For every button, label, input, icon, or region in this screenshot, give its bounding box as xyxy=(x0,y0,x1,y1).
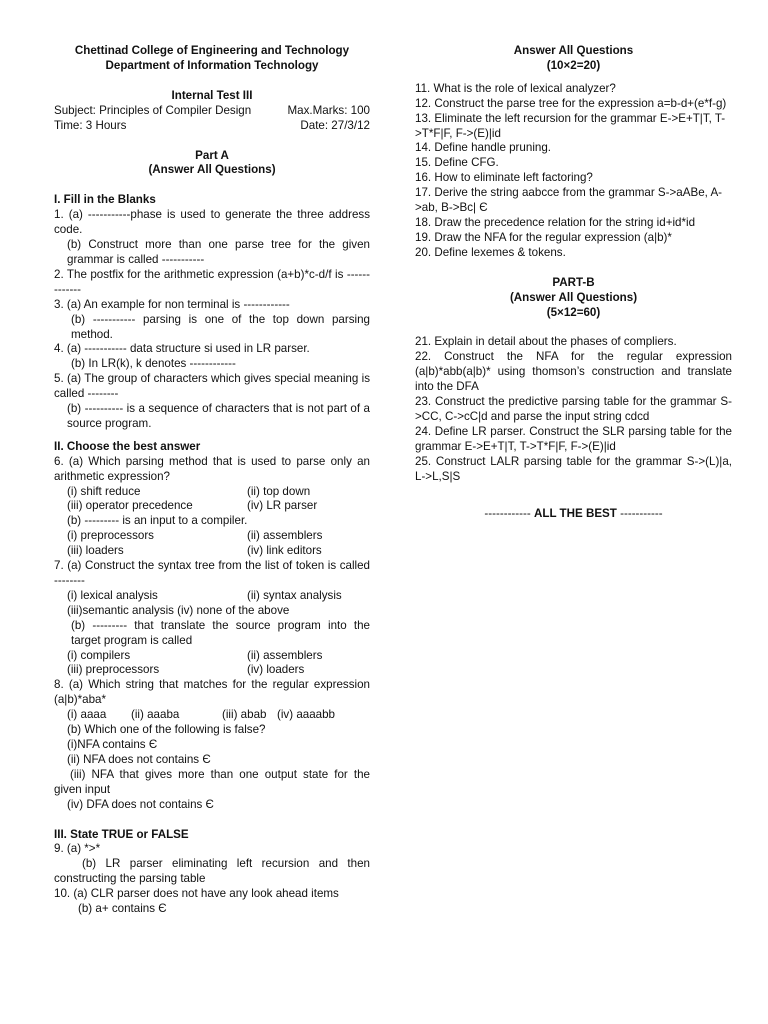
question-8b-option-4: (iv) DFA does not contains Є xyxy=(67,797,214,811)
question-20: 20. Define lexemes & tokens. xyxy=(415,245,566,259)
question-3b: (b) ----------- parsing is one of the top down parsing method. xyxy=(71,312,370,341)
question-8b-option-2: (ii) NFA does not contains Є xyxy=(67,752,211,766)
question-7b-options-row-1 xyxy=(54,649,370,664)
question-8b: (b) Which one of the following is false? xyxy=(67,723,266,737)
question-7b-options-row-2 xyxy=(54,663,370,678)
question-18: 18. Draw the precedence relation for the string id+id*id xyxy=(415,215,696,229)
option: (iv) link editors xyxy=(247,544,322,558)
option: (iii) operator precedence xyxy=(67,499,193,513)
question-9a: 9. (a) *>* xyxy=(54,842,101,856)
question-12: 12. Construct the parse tree for the expression a=b-d+(e*f-g) xyxy=(415,96,727,110)
section-choose-heading: II. Choose the best answer xyxy=(54,439,201,453)
footer-dashes-right: ----------- xyxy=(620,507,663,521)
option: (iii) abab xyxy=(222,708,267,722)
question-17: 17. Derive the string aabcce from the grammar S->aABe, A->ab, B->Bc| Є xyxy=(415,186,723,215)
question-15: 15. Define CFG. xyxy=(415,156,499,170)
question-10b: (b) a+ contains Є xyxy=(78,902,167,916)
date: Date: 27/3/12 xyxy=(300,118,370,132)
section-true-false-heading: III. State TRUE or FALSE xyxy=(54,827,189,841)
option: (iii) loaders xyxy=(67,544,124,558)
question-14: 14. Define handle pruning. xyxy=(415,141,552,155)
question-6a-options-row-1 xyxy=(54,485,370,500)
section-fill-blanks-heading: I. Fill in the Blanks xyxy=(54,193,156,207)
footer-dashes-left: ------------ xyxy=(484,507,531,521)
option: (ii) top down xyxy=(247,484,311,498)
question-19: 19. Draw the NFA for the regular expression (a|b)* xyxy=(415,230,672,244)
test-title: Internal Test III xyxy=(171,88,253,102)
question-5a: 5. (a) The group of characters which gives special meaning is called -------- xyxy=(54,372,370,401)
question-3a: 3. (a) An example for non terminal is ------------ xyxy=(54,297,290,311)
option: (i) compilers xyxy=(67,648,131,662)
question-6b: (b) --------- is an input to a compiler. xyxy=(67,514,248,528)
question-16: 16. How to eliminate left factoring? xyxy=(415,171,593,185)
option: (iii) preprocessors xyxy=(67,663,160,677)
question-8b-option-3: (iii) NFA that gives more than one output state for the given input xyxy=(54,767,370,796)
part-b-marks: (5×12=60) xyxy=(546,305,601,319)
option: (iv) loaders xyxy=(247,663,305,677)
question-2: 2. The postfix for the arithmetic expression (a+b)*c-d/f is ------------- xyxy=(54,267,370,296)
question-8a: 8. (a) Which string that matches for the regular expression (a|b)*aba* xyxy=(54,678,370,707)
question-6a: 6. (a) Which parsing method that is used to parse only an arithmetic expression? xyxy=(54,454,370,483)
department-name: Department of Information Technology xyxy=(105,58,319,72)
question-22: 22. Construct the NFA for the regular expression (a|b)*abb(a|b)* using thomson’s construction and translate into the DFA xyxy=(415,350,732,394)
option: (iv) aaaabb xyxy=(277,708,336,722)
question-9b: (b) LR parser eliminating left recursion and then constructing the parsing table xyxy=(54,857,370,886)
option: (i) shift reduce xyxy=(67,484,141,498)
question-7a: 7. (a) Construct the syntax tree from the list of token is called -------- xyxy=(54,559,370,587)
part-b-title: PART-B xyxy=(552,275,595,289)
question-8a-options xyxy=(54,708,370,723)
option: (ii) aaaba xyxy=(131,708,180,722)
question-24: 24. Define LR parser. Construct the SLR parsing table for the grammar E->E+T|T, T->T*F|F, F->(E)|id xyxy=(415,424,732,453)
option: (i) lexical analysis xyxy=(67,588,158,602)
subject: Subject: Principles of Compiler Design xyxy=(54,103,252,117)
college-name: Chettinad College of Engineering and Technology xyxy=(74,44,350,57)
part-a-subtitle: (Answer All Questions) xyxy=(148,163,276,177)
time-row xyxy=(54,119,370,134)
option: (i) aaaa xyxy=(67,708,107,722)
question-1a: 1. (a) -----------phase is used to generate the three address code. xyxy=(54,208,370,237)
question-11: 11. What is the role of lexical analyzer? xyxy=(415,81,616,95)
time: Time: 3 Hours xyxy=(54,118,127,132)
footer-all-the-best xyxy=(415,507,732,522)
question-7a-options-row-1 xyxy=(54,589,370,604)
option: (ii) assemblers xyxy=(247,648,323,662)
short-answers-title: Answer All Questions xyxy=(513,44,634,57)
question-6a-options-row-2 xyxy=(54,499,370,514)
question-8b-option-1: (i)NFA contains Є xyxy=(67,737,158,751)
max-marks: Max.Marks: 100 xyxy=(287,103,370,117)
footer-text: ALL THE BEST xyxy=(533,507,617,521)
short-answers-marks: (10×2=20) xyxy=(546,58,601,72)
option: (iv) LR parser xyxy=(247,499,318,513)
question-25: 25. Construct LALR parsing table for the grammar S->(L)|a, L->L,S|S xyxy=(415,454,732,483)
question-1b: (b) Construct more than one parse tree for the given grammar is called ----------- xyxy=(67,238,370,266)
left-column xyxy=(54,44,370,917)
question-6b-options-row-1 xyxy=(54,529,370,544)
question-4b: (b) In LR(k), k denotes ------------ xyxy=(71,357,236,371)
part-a-title: Part A xyxy=(195,148,229,162)
option: (i) preprocessors xyxy=(67,529,154,543)
question-21: 21. Explain in detail about the phases of compliers. xyxy=(415,335,677,349)
question-13: 13. Eliminate the left recursion for the grammar E->E+T|T, T->T*F|F, F->(E)|id xyxy=(415,111,726,140)
question-7a-option-3: (iii)semantic analysis (iv) none of the above xyxy=(67,603,290,617)
question-6b-options-row-2 xyxy=(54,544,370,559)
question-23: 23. Construct the predictive parsing table for the grammar S->CC, C->cC|d and parse the input string cdcd xyxy=(415,395,732,423)
option: (ii) assemblers xyxy=(247,529,323,543)
question-7b: (b) --------- that translate the source program into the target program is called xyxy=(71,618,370,647)
question-10a: 10. (a) CLR parser does not have any look ahead items xyxy=(54,887,339,901)
part-b-subtitle: (Answer All Questions) xyxy=(509,290,638,304)
question-4a: 4. (a) ----------- data structure si used in LR parser. xyxy=(54,342,310,356)
question-5b: (b) ---------- is a sequence of characters that is not part of a source program. xyxy=(67,402,370,430)
right-column xyxy=(415,44,732,522)
option: (ii) syntax analysis xyxy=(247,588,342,602)
subject-row xyxy=(54,104,370,119)
